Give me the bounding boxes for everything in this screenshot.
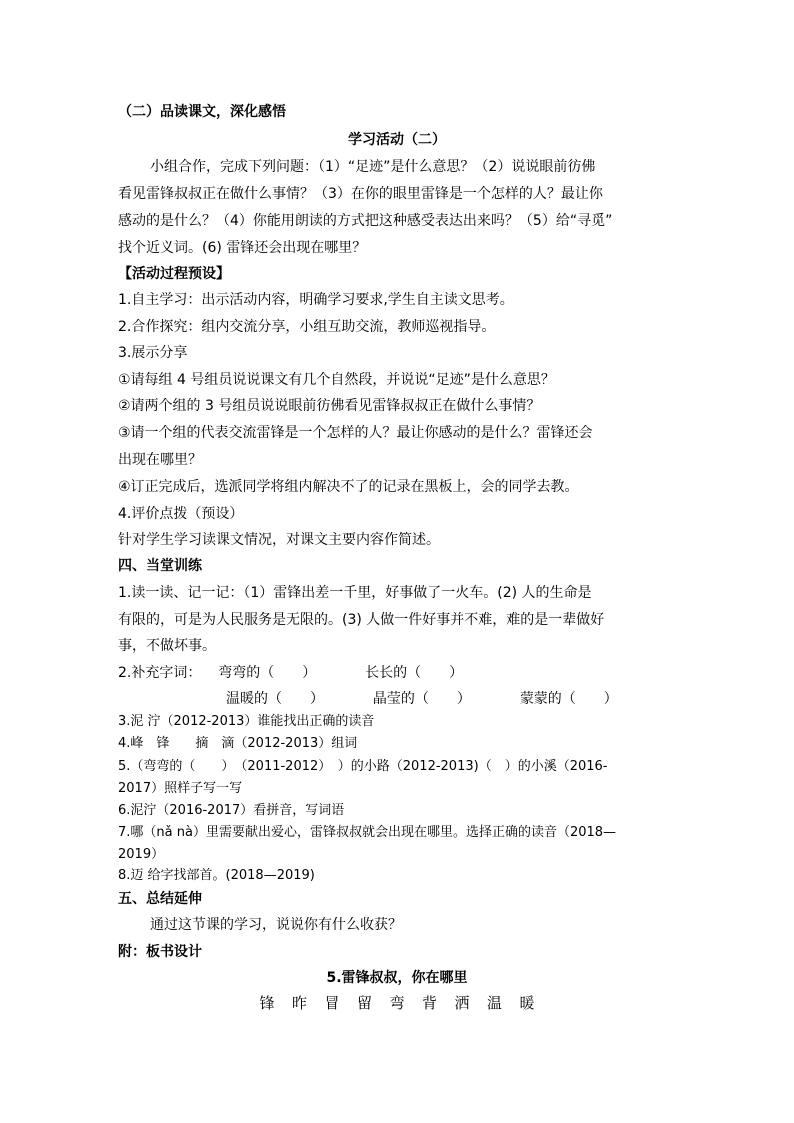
training-item-7-line-2: 2019） xyxy=(118,847,165,862)
summary-text: 通过这节课的学习，说说你有什么收获？ xyxy=(150,917,402,933)
board-char: 温 xyxy=(486,994,502,1012)
step-line: 2.合作探究：组内交流分享，小组互助交流，教师巡视指导。 xyxy=(118,319,496,335)
intro-line-4: 找个近义词。(6) 雷锋还会出现在哪里？ xyxy=(118,240,367,256)
fill-word: 蒙蒙的（ ） xyxy=(519,691,618,707)
board-char: 洒 xyxy=(454,994,470,1012)
board-char: 昨 xyxy=(291,994,307,1012)
training-item-5-line-2: 2017）照样子写一写 xyxy=(118,781,243,796)
training-item-1-line-1: 1.读一读、记一记：（1）雷锋出差一千里，好事做了一火车。(2) 人的生命是 xyxy=(118,585,592,601)
training-item-8: 8.迈 给字找部首。(2018—2019) xyxy=(118,868,315,883)
training-item-2-row-1 xyxy=(118,663,463,683)
board-char: 留 xyxy=(356,994,372,1012)
training-item-6: 6.泥泞（2016-2017）看拼音，写词语 xyxy=(118,803,345,818)
activity-title: 学习活动（二） xyxy=(348,132,446,148)
training-item-3: 3.泥 泞（2012-2013）谁能找出正确的读音 xyxy=(118,714,375,729)
board-char: 锋 xyxy=(259,994,275,1012)
step-line: ②请两个组的 3 号组员说说眼前彷佛看见雷锋叔叔正在做什么事情？ xyxy=(118,398,541,414)
appendix-heading: 附：板书设计 xyxy=(118,944,202,960)
item-2-label: 2.补充字词： xyxy=(118,665,202,681)
board-char: 背 xyxy=(421,994,437,1012)
section-heading-4: 四、当堂训练 xyxy=(118,558,202,574)
step-line: ④订正完成后，选派同学将组内解决不了的记录在黑板上，会的同学去教。 xyxy=(118,479,579,495)
training-item-1-line-3: 事，不做坏事。 xyxy=(118,638,216,654)
training-item-7-line-1: 7.哪（nǎ nà）里需要献出爱心，雷锋叔叔就会出现在哪里。选择正确的读音（2018— xyxy=(118,825,617,840)
section-heading-5: 五、总结延伸 xyxy=(118,891,202,907)
step-line: 3.展示分享 xyxy=(118,345,188,361)
fill-word: 弯弯的（ ） xyxy=(218,665,317,681)
fill-word: 温暖的（ ） xyxy=(226,691,324,707)
intro-line-1: 小组合作，完成下列问题：（1）“足迹”是什么意思？（2）说说眼前彷佛 xyxy=(150,159,596,175)
board-char: 冒 xyxy=(324,994,340,1012)
step-line: 出现在哪里？ xyxy=(118,452,202,468)
board-characters xyxy=(0,993,794,1013)
step-line: ①请每组 4 号组员说说课文有几个自然段，并说说“足迹”是什么意思？ xyxy=(118,372,555,388)
intro-line-2: 看见雷锋叔叔正在做什么事情？（3）在你的眼里雷锋是一个怎样的人？最让你 xyxy=(118,186,603,202)
step-line: 4.评价点拨（预设） xyxy=(118,506,244,522)
training-item-1-line-2: 有限的，可是为人民服务是无限的。(3) 人做一件好事并不难，难的是一辈做好 xyxy=(118,612,605,628)
section-heading-2: （二）品读课文，深化感悟 xyxy=(118,104,286,120)
training-item-4: 4.峰 锋 摘 滴（2012-2013）组词 xyxy=(118,736,358,751)
process-heading: 【活动过程预设】 xyxy=(118,266,230,282)
fill-word: 长长的（ ） xyxy=(365,665,464,681)
fill-word: 晶莹的（ ） xyxy=(372,691,471,707)
board-title: 5.雷锋叔叔，你在哪里 xyxy=(326,970,468,986)
board-char: 暖 xyxy=(519,994,535,1012)
training-item-2-row-2 xyxy=(226,689,618,709)
step-line: 针对学生学习读课文情况，对课文主要内容作简述。 xyxy=(118,532,440,548)
step-line: 1.自主学习：出示活动内容，明确学习要求,学生自主读文思考。 xyxy=(118,292,514,308)
training-item-5-line-1: 5.（弯弯的（ ） （2011-2012） ）的小路（2012-2013)（ ）的小溪（2016- xyxy=(118,759,608,774)
board-char: 弯 xyxy=(389,994,405,1012)
intro-line-3: 感动的是什么？（4）你能用朗读的方式把这种感受表达出来吗？（5）给“寻觅” xyxy=(118,213,613,229)
step-line: ③请一个组的代表交流雷锋是一个怎样的人？最让你感动的是什么？雷锋还会 xyxy=(118,425,593,441)
